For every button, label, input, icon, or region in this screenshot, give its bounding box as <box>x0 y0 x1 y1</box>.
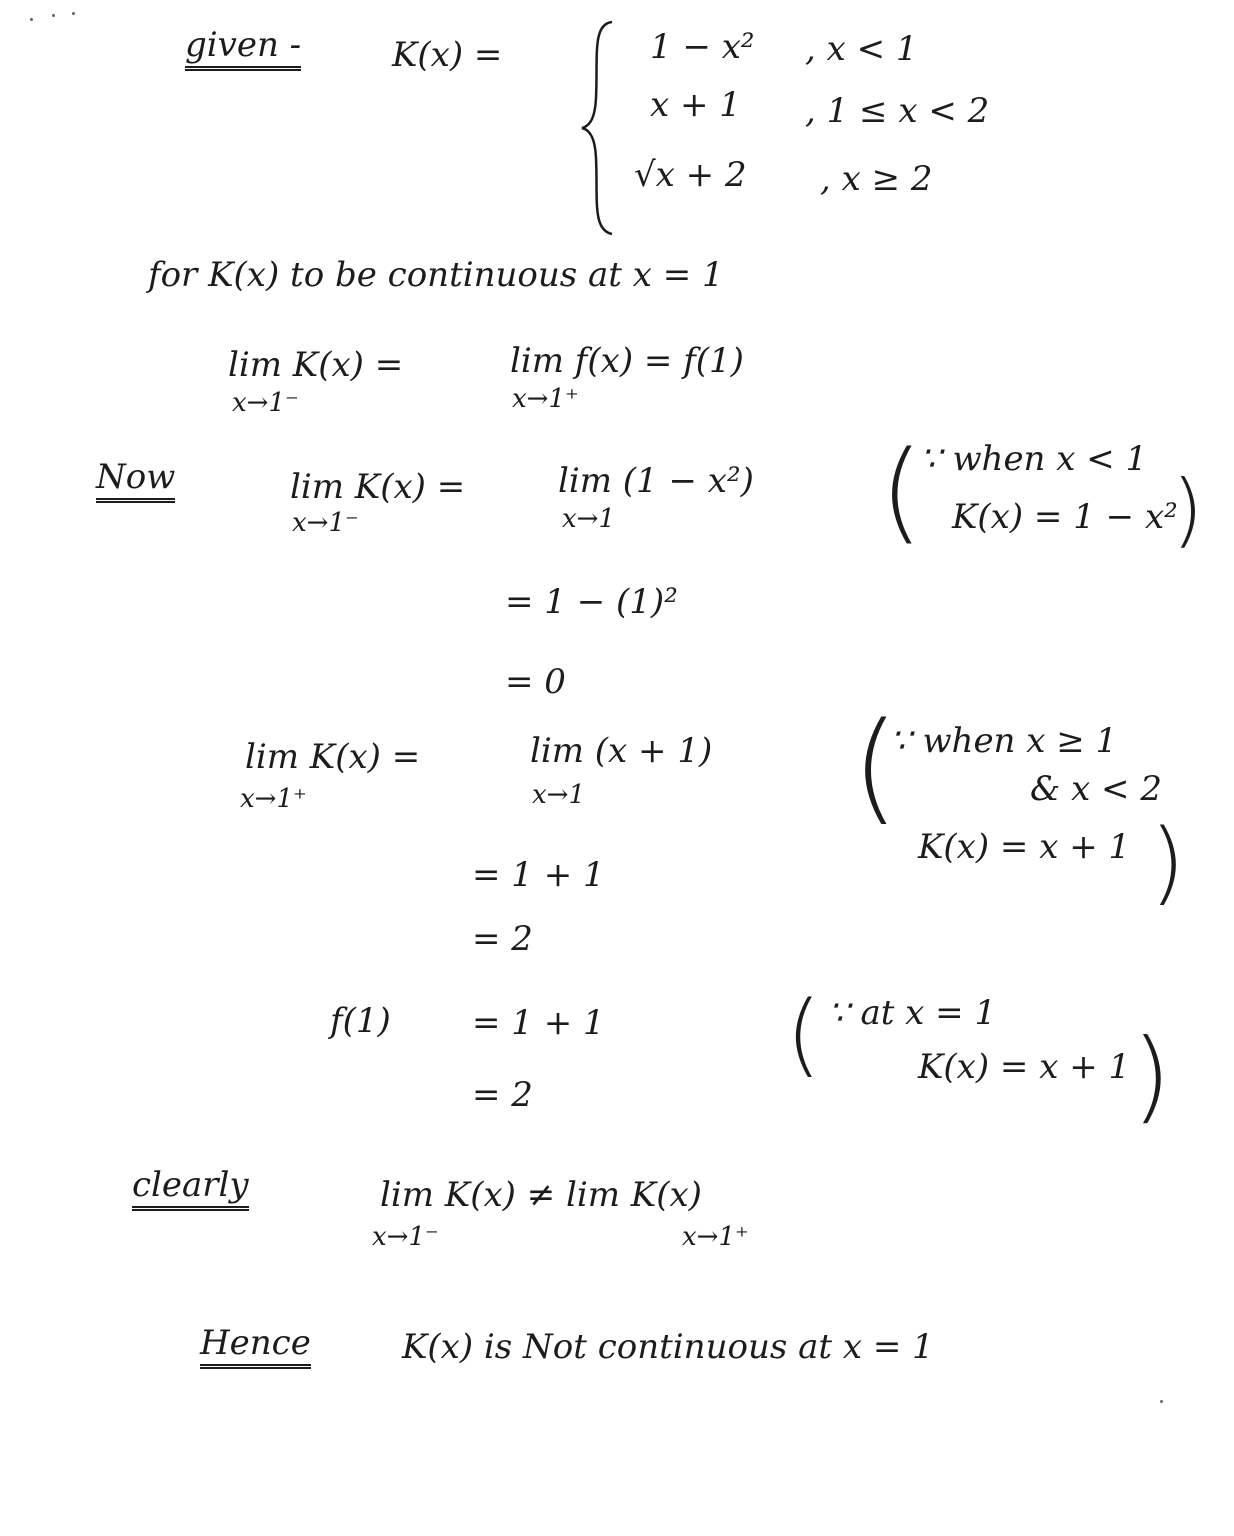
left-note-line1: ∵ when x < 1 <box>920 439 1148 479</box>
f1-note-line2: K(x) = x + 1 <box>918 1047 1131 1087</box>
right-limit-lhs: lim K(x) = <box>245 737 421 777</box>
condition-right-sub: x→1⁺ <box>512 384 579 414</box>
intro-line: for K(x) to be continuous at x = 1 <box>148 255 724 295</box>
case-2-expr: x + 1 <box>650 85 741 125</box>
f1-lhs: f(1) <box>330 1001 391 1041</box>
piecewise-brace <box>578 18 618 238</box>
left-limit-lhs-sub: x→1⁻ <box>292 508 359 538</box>
clearly-right-sub: x→1⁺ <box>682 1222 749 1252</box>
clearly-label: clearly <box>132 1168 249 1211</box>
clearly-expression: lim K(x) ≠ lim K(x) <box>380 1175 702 1215</box>
given-label: given - <box>185 28 301 71</box>
condition-left-sub: x→1⁻ <box>232 388 299 418</box>
case-3-cond: , x ≥ 2 <box>820 159 933 199</box>
right-limit-rhs-sub: x→1 <box>532 780 585 810</box>
scan-speck <box>30 18 33 21</box>
left-limit-rhs: lim (1 − x²) <box>558 461 754 501</box>
condition-left-limit: lim K(x) = <box>228 345 404 385</box>
now-label: Now <box>96 460 175 503</box>
scan-speck <box>1160 1400 1163 1403</box>
f1-step1: = 1 + 1 <box>472 1003 605 1043</box>
case-1-expr: 1 − x² <box>650 27 755 67</box>
function-lhs: K(x) = <box>392 35 503 75</box>
left-limit-rhs-sub: x→1 <box>562 504 615 534</box>
right-note-line1: ∵ when x ≥ 1 <box>890 721 1118 761</box>
scan-speck <box>52 14 55 17</box>
clearly-left-sub: x→1⁻ <box>372 1222 439 1252</box>
right-limit-step1: = 1 + 1 <box>472 855 605 895</box>
scan-speck <box>72 12 75 15</box>
right-note-line2: & x < 2 <box>1030 769 1162 809</box>
hence-label: Hence <box>200 1326 311 1369</box>
right-note-line3: K(x) = x + 1 <box>918 827 1131 867</box>
left-note-line2: K(x) = 1 − x² <box>952 497 1178 537</box>
left-limit-step1: = 1 − (1)² <box>505 582 678 622</box>
left-limit-lhs: lim K(x) = <box>290 467 466 507</box>
condition-right-limit: lim f(x) = f(1) <box>510 341 744 381</box>
conclusion-text: K(x) is Not continuous at x = 1 <box>402 1327 934 1367</box>
f1-step2: = 2 <box>472 1075 533 1115</box>
right-limit-step2: = 2 <box>472 919 533 959</box>
left-limit-step2: = 0 <box>505 662 566 702</box>
right-limit-rhs: lim (x + 1) <box>530 731 713 771</box>
case-3-expr: √x + 2 <box>634 155 747 195</box>
f1-note-line1: ∵ at x = 1 <box>828 993 997 1033</box>
right-limit-lhs-sub: x→1⁺ <box>240 784 307 814</box>
case-2-cond: , 1 ≤ x < 2 <box>805 91 990 131</box>
case-1-cond: , x < 1 <box>805 29 918 69</box>
